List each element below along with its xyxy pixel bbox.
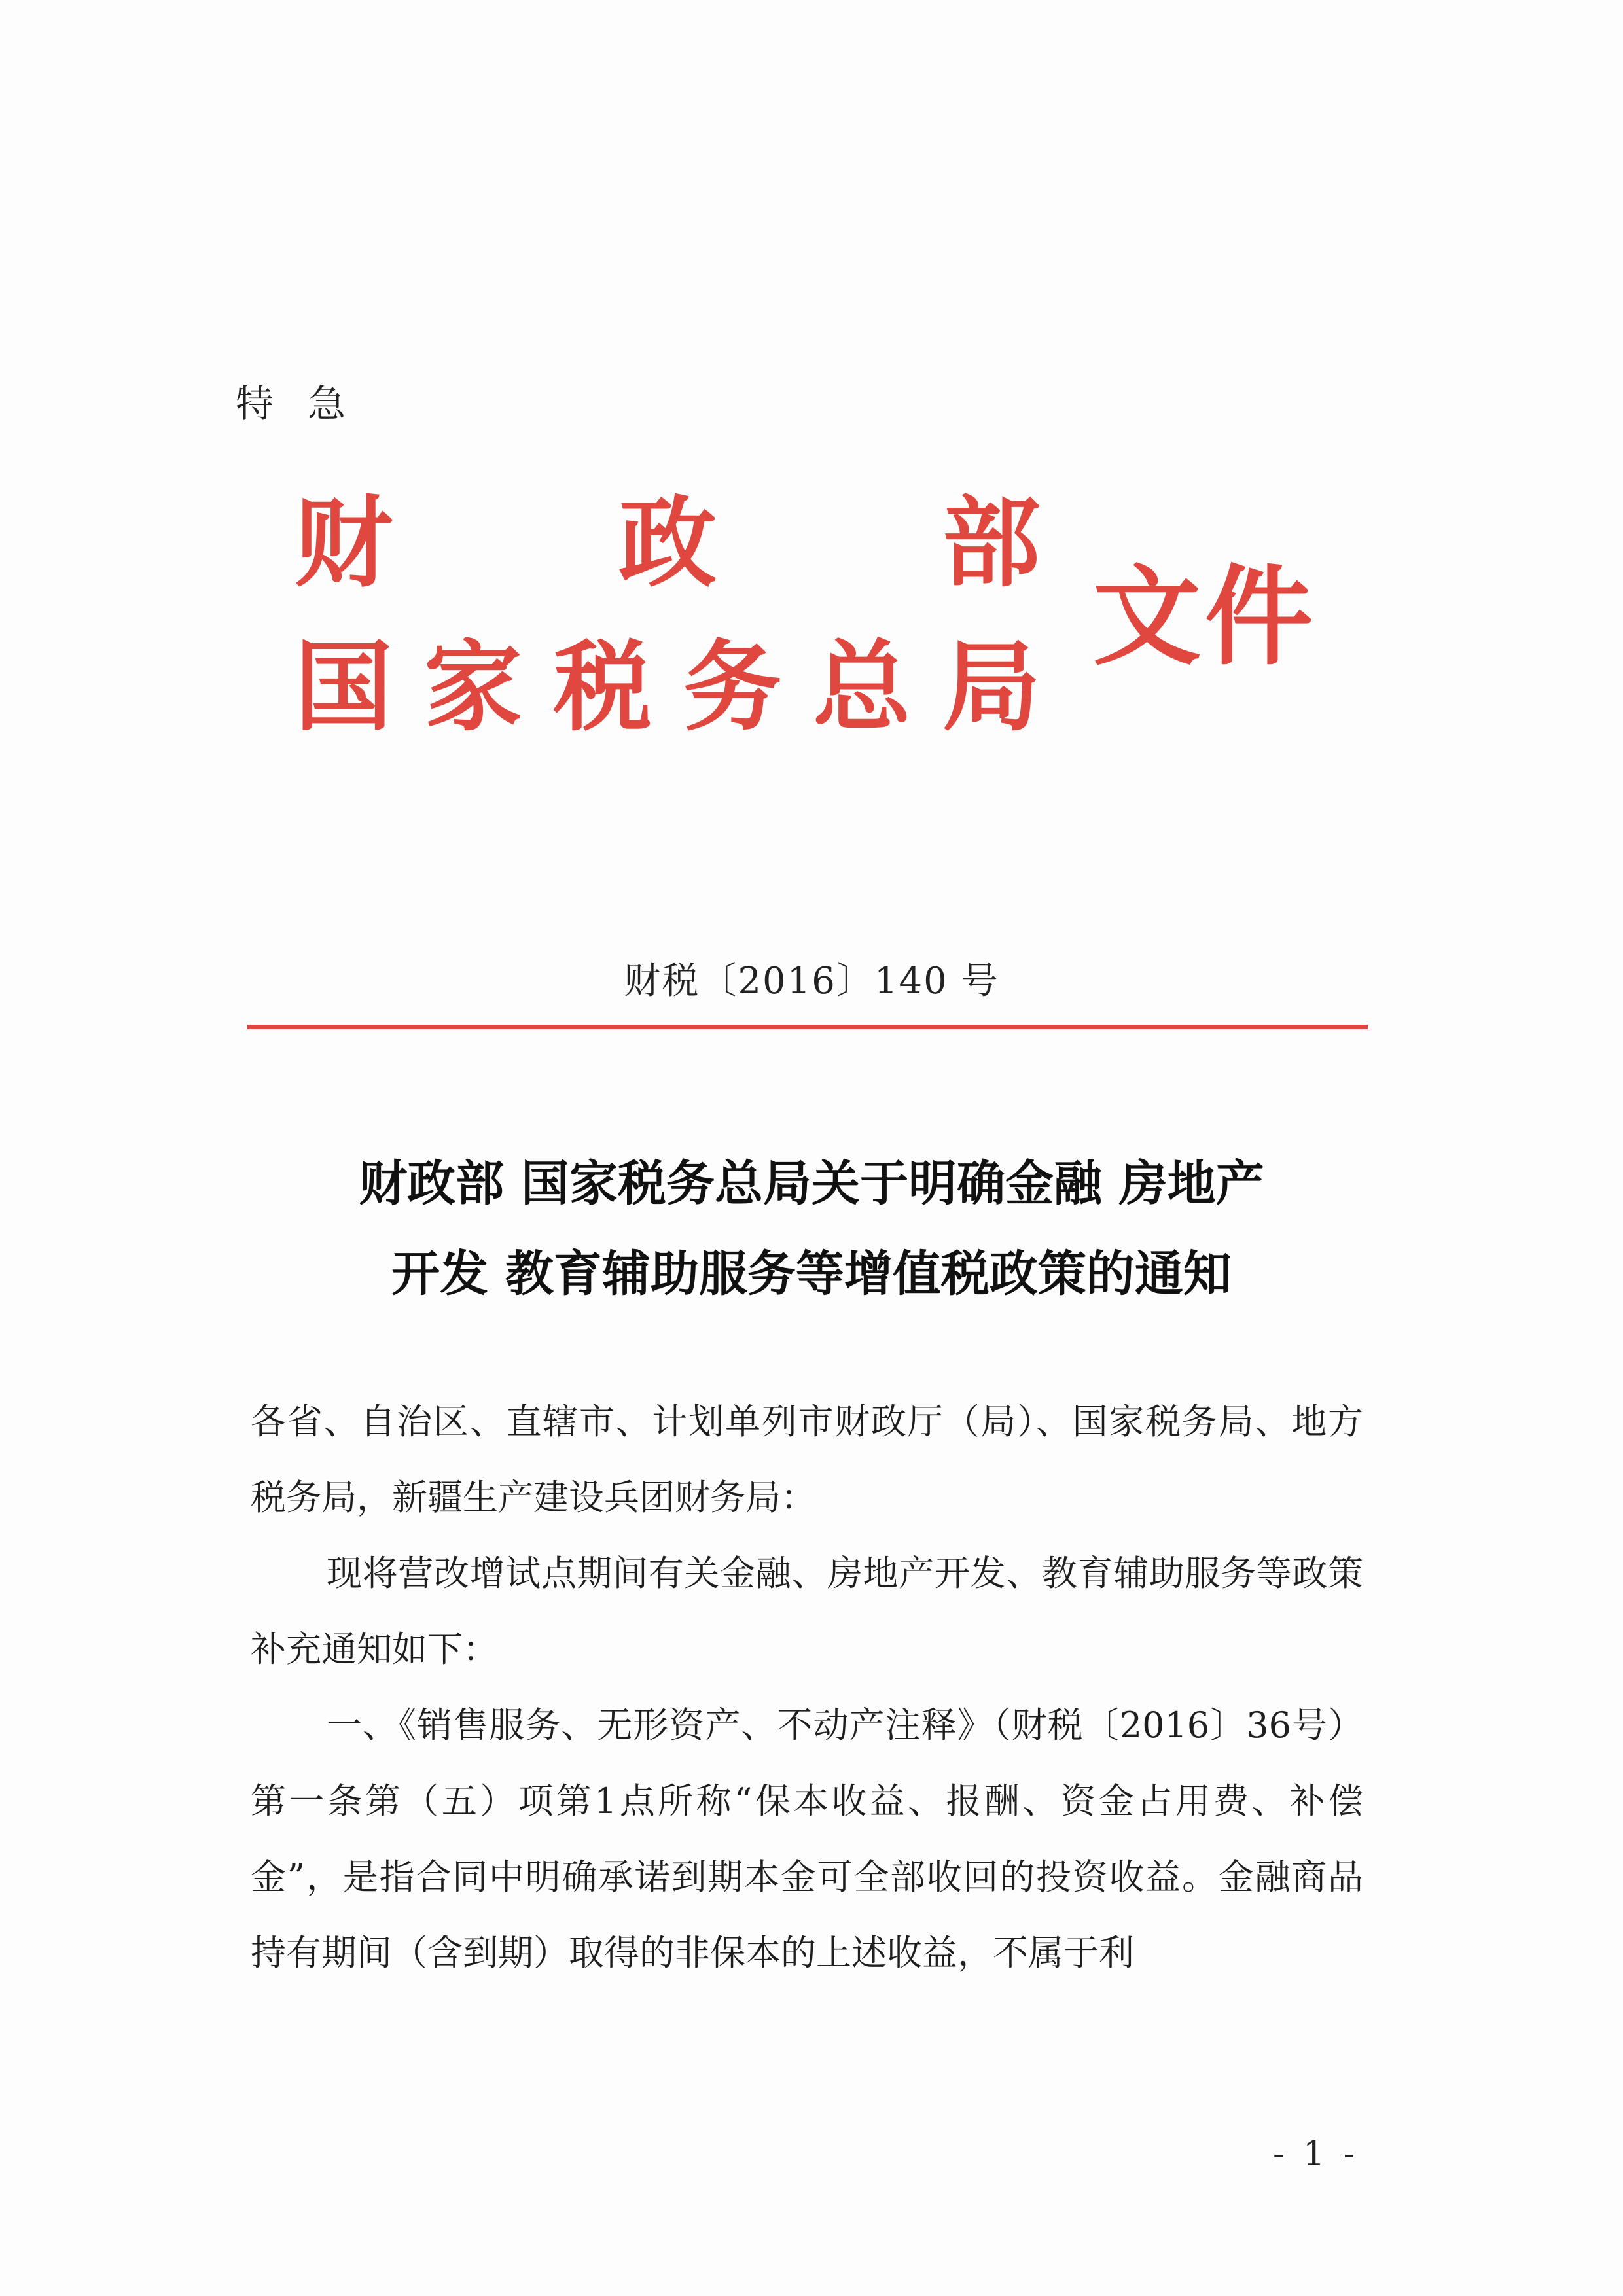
masthead-char: 总 [812,629,911,745]
masthead-document-suffix: 文件 [1093,553,1317,680]
red-masthead [294,478,1355,766]
body-paragraph: 现将营改增试点期间有关金融、房地产开发、教育辅助服务等政策补充通知如下： [251,1553,1363,1670]
urgency-label: 特急 [236,381,380,426]
masthead-char: 财 [294,486,393,601]
masthead-ministry-of-finance [294,478,1041,609]
page-number: - 1 - [1273,2134,1359,2174]
addressee: 各省、自治区、直辖市、计划单列市财政厅（局）、国家税务局、地方税务局，新疆生产建设兵团财务局： [251,1401,1363,1518]
masthead-char: 国 [294,629,393,745]
document-body [251,1384,1363,1991]
masthead-char: 务 [683,629,781,745]
document-number: 财税〔2016〕140 号 [624,960,999,1002]
masthead-char: 税 [553,629,652,745]
red-divider-line [247,1025,1368,1029]
title-line: 财政部 国家税务总局关于明确金融 房地产 [359,1156,1264,1212]
title-line: 开发 教育辅助服务等增值税政策的通知 [391,1246,1232,1302]
masthead-char: 政 [618,486,717,601]
document-title [196,1139,1427,1319]
masthead-char: 局 [942,629,1041,745]
body-paragraph: 一、《销售服务、无形资产、不动产注释》（财税〔2016〕36号）第一条第（五）项第1点所称“保本收益、报酬、资金占用费、补偿金”，是指合同中明确承诺到期本金可全部收回的投资收益。金融商品持有期间（含到期）取得的非保本的上述收益，不属于利 [251,1704,1363,1973]
masthead-state-tax-administration [294,625,1041,749]
masthead-char: 部 [942,486,1041,601]
masthead-char: 家 [423,629,522,745]
